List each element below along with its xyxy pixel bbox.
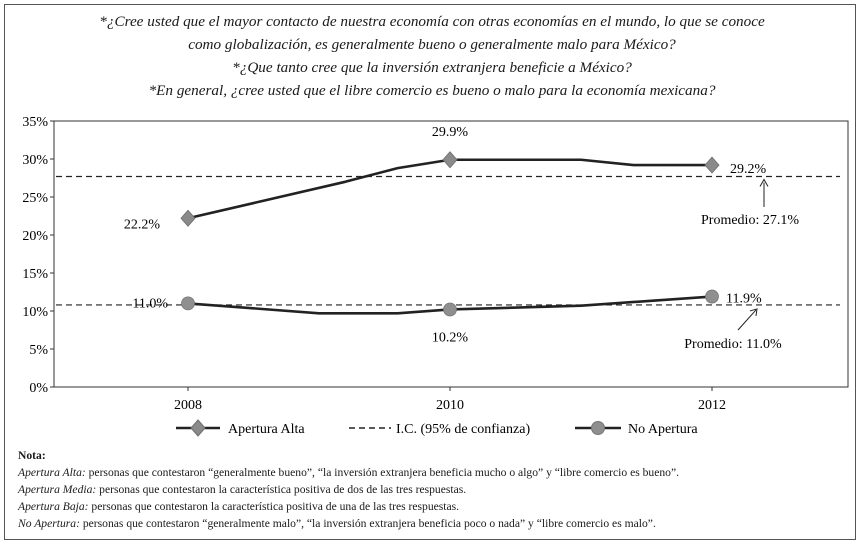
- note-text: personas que contestaron la característica positiva de dos de las tres respuestas.: [96, 483, 467, 496]
- note-line-apertura-media: [18, 481, 679, 498]
- data-point-circle: [706, 290, 719, 303]
- data-point-circle: [182, 297, 195, 310]
- average-label: Promedio: 11.0%: [684, 337, 782, 352]
- x-tick-label: 2012: [698, 398, 726, 413]
- y-tick-label: 30%: [22, 153, 48, 168]
- data-point-diamond: [705, 157, 719, 173]
- legend-label: I.C. (95% de confianza): [396, 422, 531, 437]
- legend-marker-circle: [592, 422, 605, 435]
- note-text: personas que contestaron “generalmente bueno”, “la inversión extranjera beneficia mucho o algo” y “libre comercio es bueno”.: [85, 466, 680, 479]
- question-line-1: *¿Cree usted que el mayor contacto de nuestra economía con otras economías en el mundo, lo que se conoce: [99, 13, 765, 30]
- question-line-2: como globalización, es generalmente bueno o generalmente malo para México?: [188, 36, 676, 53]
- legend-label: Apertura Alta: [228, 422, 305, 437]
- data-point-circle: [444, 303, 457, 316]
- y-tick-label: 25%: [22, 191, 48, 206]
- legend-label: No Apertura: [628, 422, 698, 437]
- average-arrow: [738, 310, 756, 330]
- data-label: 22.2%: [123, 217, 160, 233]
- note-term: Apertura Baja:: [18, 500, 89, 513]
- y-tick-label: 5%: [29, 343, 48, 358]
- note-term: Apertura Media:: [18, 483, 97, 496]
- note-line-apertura-baja: [18, 498, 679, 515]
- y-tick-label: 10%: [22, 305, 48, 320]
- note-text: personas que contestaron “generalmente malo”, “la inversión extranjera beneficia poco o nada” y “libre comercio es malo”.: [79, 517, 656, 530]
- y-tick-label: 20%: [22, 229, 48, 244]
- data-label: 11.9%: [726, 291, 762, 307]
- chart-note: [18, 447, 679, 532]
- question-line-4: *En general, ¿cree usted que el libre comercio es bueno o malo para la economía mexicana?: [148, 82, 716, 99]
- x-tick-label: 2010: [436, 398, 464, 413]
- data-point-diamond: [443, 152, 457, 168]
- note-line-no-apertura: [18, 515, 679, 532]
- data-label: 10.2%: [431, 330, 469, 346]
- y-tick-label: 15%: [22, 267, 48, 282]
- series-line-apertura-alta: [188, 160, 712, 219]
- note-heading: Nota:: [18, 449, 46, 462]
- x-tick-label: 2008: [174, 398, 202, 413]
- legend-marker-diamond: [191, 420, 205, 436]
- note-text: personas que contestaron la característica positiva de una de las tres respuestas.: [88, 500, 460, 513]
- average-label: Promedio: 27.1%: [701, 213, 799, 228]
- y-tick-label: 35%: [22, 115, 48, 130]
- question-line-3: *¿Que tanto cree que la inversión extranjera beneficie a México?: [232, 59, 632, 76]
- data-label: 11.0%: [132, 296, 168, 312]
- y-tick-label: 0%: [29, 381, 48, 396]
- data-label: 29.9%: [431, 124, 469, 140]
- data-label: 29.2%: [730, 162, 767, 178]
- data-point-diamond: [181, 210, 195, 226]
- note-term: No Apertura:: [18, 517, 80, 530]
- note-line-apertura-alta: [18, 464, 679, 481]
- note-term: Apertura Alta:: [18, 466, 86, 479]
